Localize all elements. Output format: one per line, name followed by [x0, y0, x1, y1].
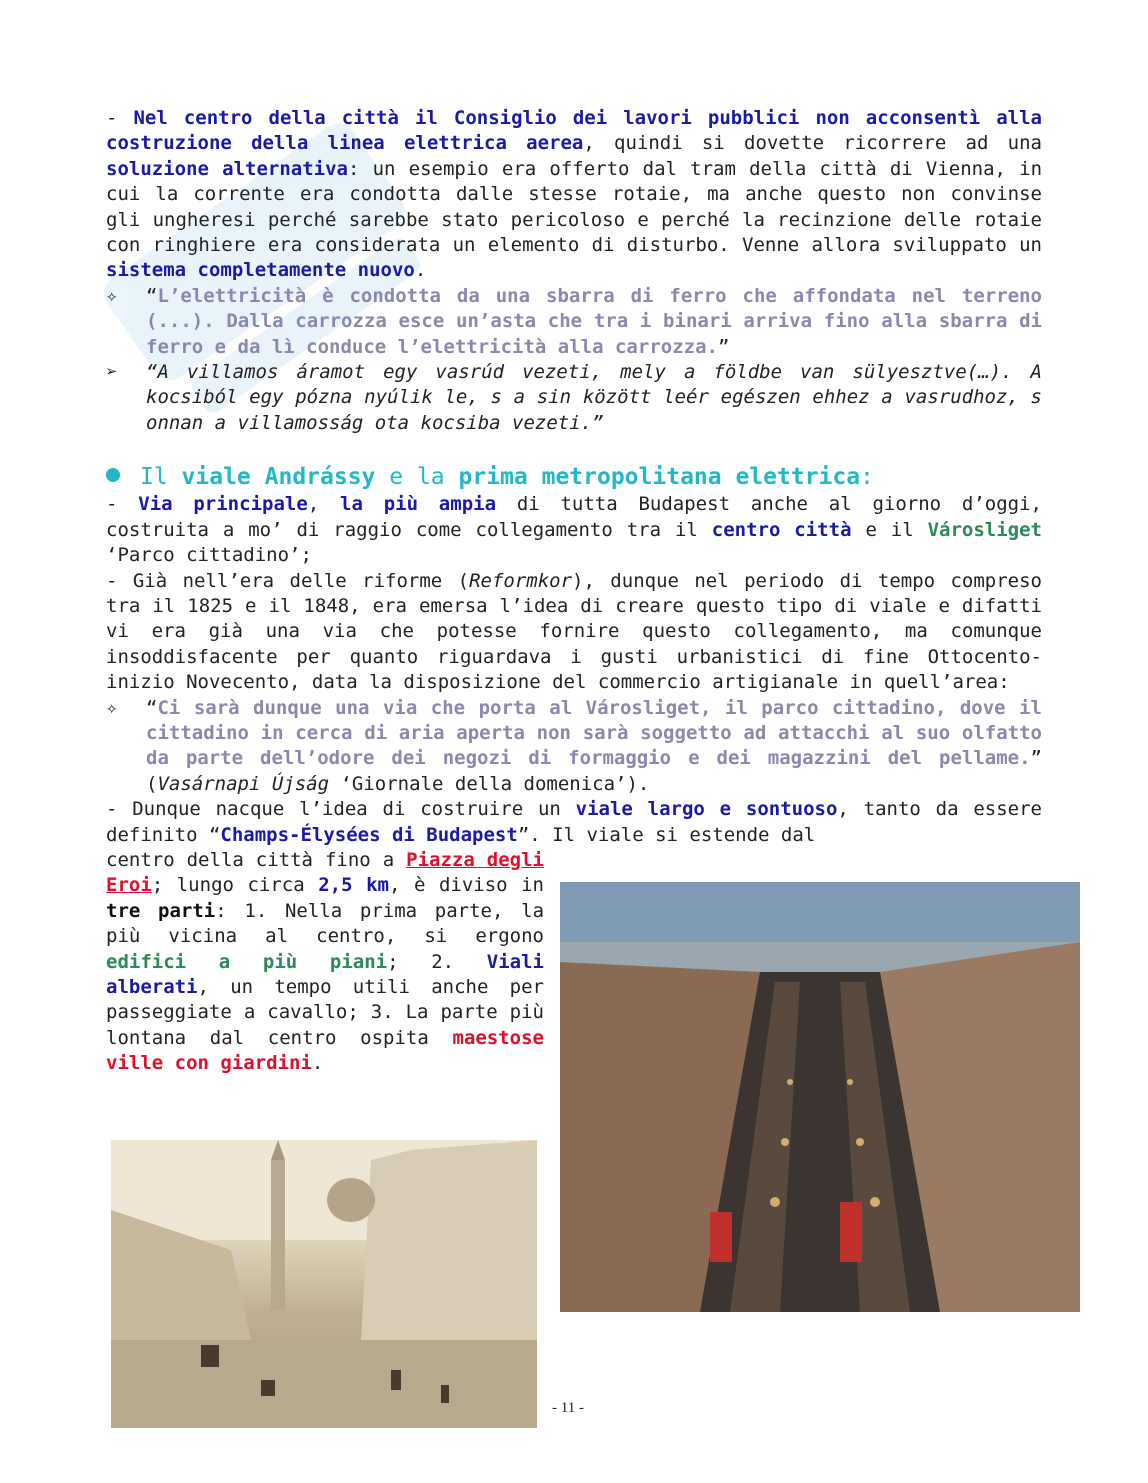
quote-text-hungarian: “A villamos áramot egy vasrúd vezeti, mely a földbe van sülyesztve(…). A kocsiból egy pózna nyúlik le, s a sin között leér egészen ehhez a vasrudhoz, s onnan a villamosság ota kocsiba vezeti.”	[146, 361, 1042, 434]
highlight-consiglio: Nel centro della città il Consiglio dei lavori pubblici non acconsentì alla costruzione della linea elettrica aerea	[106, 107, 1042, 155]
quote-hungarian-electricity	[106, 360, 1042, 436]
photo-andrassy-night	[560, 882, 1080, 1312]
highlight-soluzione: soluzione alternativa	[106, 157, 348, 180]
highlight-sistema: sistema completamente nuovo	[106, 259, 415, 282]
photo-andrassy-historic-drawing	[111, 1140, 537, 1428]
paragraph-tram-vienna: - Nel centro della città il Consiglio dei lavori pubblici non acconsentì alla costruzione della linea elettrica aerea, quindi si dovette ricorrere ad una soluzione alternativa: un esempio era offerto dal tram della città di Vienna, in cui la corrente era condotta dalle stesse rotaie, ma anche questo non convinse gli ungheresi perché sarebbe stato pericoloso e perché la recinzione delle rotaie con ringhiere era considerata un elemento di disturbo. Venne allora sviluppato un sistema completamente nuovo.	[106, 107, 1043, 282]
section-heading-andrassy: Il viale Andrássy e la prima metropolitana elettrica:	[106, 462, 1042, 492]
quote-text: L’elettricità è condotta da una sbarra di ferro che affondata nel terreno (...). Dalla carrozza esce un’asta che tra i binari arriva fino alla sbarra di ferro e da lì conduce l’elettricità alla carrozza.	[146, 284, 1042, 358]
star-bullet-icon: ✧	[106, 284, 118, 307]
page-number: - 11 -	[552, 1400, 584, 1416]
paragraph-three-parts: centro della città fino a Piazza degli Eroi; lungo circa 2,5 km, è diviso in tre parti: 1. Nella prima parte, la più vicina al centro, si ergono edifici a più piani; 2. Viali alberati, un tempo utili anche per passeggiate a cavallo; 3. La parte più lontana dal centro ospita maestose ville con giardini.	[106, 848, 545, 1075]
paragraph-via-principale: - Via principale, la più ampia di tutta Budapest anche al giorno d’oggi, costruita a mo’ di raggio come collegamento tra il centro città e il Városliget ‘Parco cittadino’;	[106, 493, 1042, 567]
quote-text: Ci sarà dunque una via che porta al Városliget, il parco cittadino, dove il cittadino in cerca di aria aperta non sarà soggetto ad attacchi al suo olfatto da parte dell’odore dei negozi di formaggio e dei magazzini del pellame.	[146, 696, 1042, 770]
link-piazza-eroi[interactable]: Piazza degli Eroi	[106, 848, 544, 897]
quote-italian-electricity: ✧ “L’elettricità è condotta da una sbarra di ferro che affondata nel terreno (...). Dalla carrozza esce un’asta che tra i binari arriva fino alla sbarra di ferro e da lì conduce l’elettricità alla carrozza.”	[106, 284, 1042, 358]
photo-andrassy-night-drawing	[560, 882, 1080, 1312]
star-bullet-icon: ✧	[106, 696, 118, 719]
heading-bullet-icon	[106, 468, 120, 482]
paragraph-champs-elysees: - Dunque nacque l’idea di costruire un viale largo e sontuoso, tanto da essere definito “Champs-Élysées di Budapest”. Il viale si estende dal	[106, 798, 1042, 846]
paragraph-reformkor: - Già nell’era delle riforme (Reformkor), dunque nel periodo di tempo compreso tra il 1825 e il 1848, era emersa l’idea di creare questo tipo di viale e difatti vi era già una via che potesse fornire questo collegamento, ma comunque insoddisfacente per quanto riguardava i gusti urbanistici di fine Ottocento-inizio Novecento, data la disposizione del commercio artigianale in quell’area:	[106, 569, 1042, 694]
quote-varosliget: ✧ “Ci sarà dunque una via che porta al Városliget, il parco cittadino, dove il cittadino in cerca di aria aperta non sarà soggetto ad attacchi al suo olfatto da parte dell’odore dei negozi di formaggio e dei magazzini del pellame.” (Vasárnapi Újság ‘Giornale della domenica’).	[106, 696, 1042, 795]
quote-source: Vasárnapi Újság	[157, 772, 330, 795]
arrow-bullet-icon: ➢	[106, 361, 118, 384]
photo-andrassy-historic	[111, 1140, 537, 1428]
